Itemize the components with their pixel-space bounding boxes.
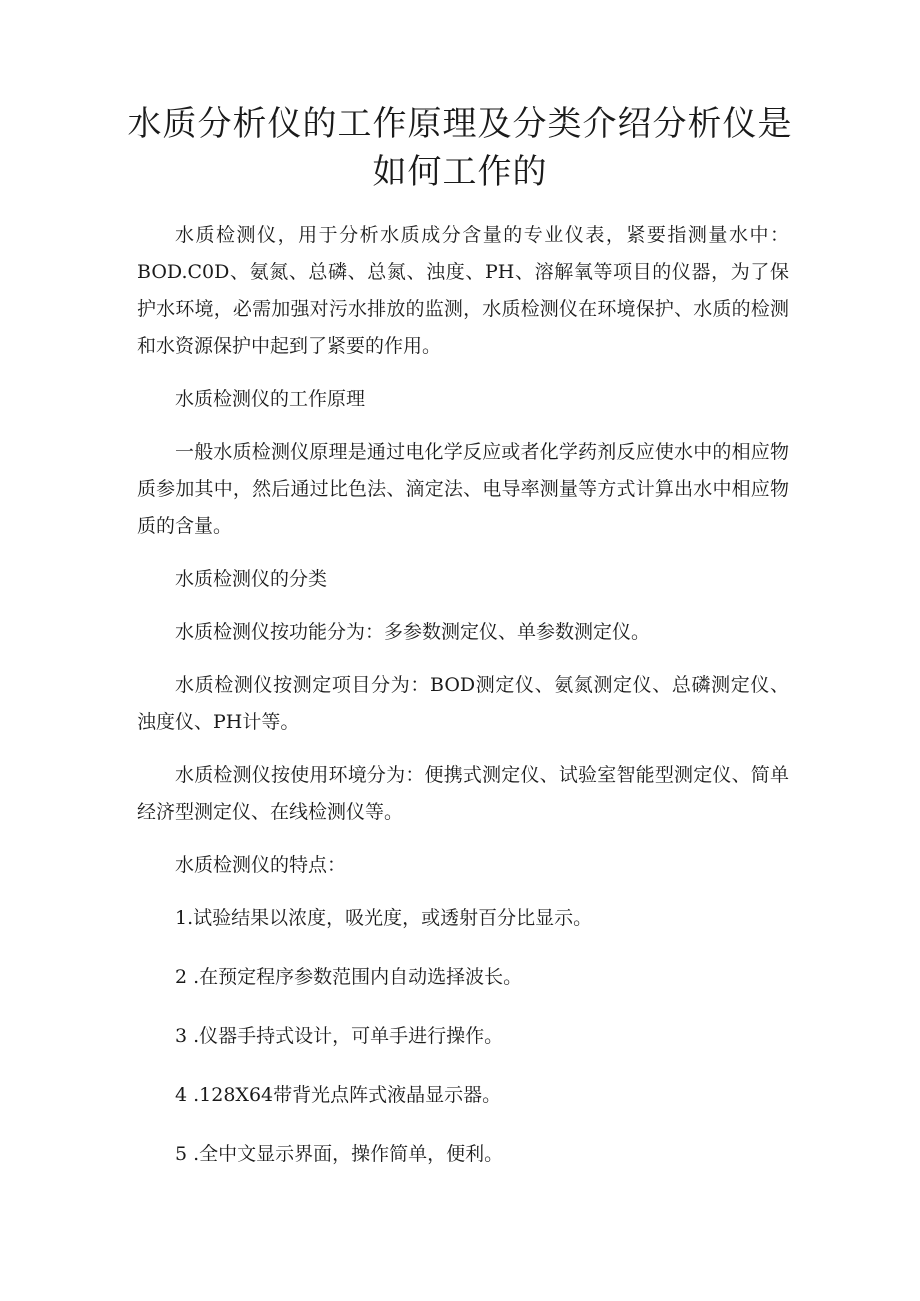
principle-paragraph: 一般水质检测仪原理是通过电化学反应或者化学药剂反应使水中的相应物质参加其中，然后通过比色法、滴定法、电导率测量等方式计算出水中相应物质的含量。 [137,441,789,537]
feature-item-3: 3 .仪器手持式设计，可单手进行操作。 [175,1025,504,1047]
feature-item-1: 1.试验结果以浓度，吸光度，或透射百分比显示。 [175,907,593,929]
document-body [137,217,789,1195]
title-line-2: 如何工作的 [372,152,548,192]
document-title [120,100,800,196]
section-heading-features: 水质检测仪的特点： [175,854,347,876]
intro-paragraph: 水质检测仪，用于分析水质成分含量的专业仪表，紧要指测量水中：BOD.C0D、氨氮、总磷、总氮、浊度、PH、溶解氧等项目的仪器，为了保护水环境，必需加强对污水排放的监测，水质检测仪在环境保护、水质的检测和水资源保护中起到了紧要的作用。 [137,224,789,357]
feature-item-5: 5 .全中文显示界面，操作简单，便利。 [175,1143,504,1165]
classification-by-function: 水质检测仪按功能分为：多参数测定仪、单参数测定仪。 [175,621,651,643]
title-line-1: 水质分析仪的工作原理及分类介绍分析仪是 [127,104,793,144]
classification-by-item: 水质检测仪按测定项目分为：BOD测定仪、氨氮测定仪、总磷测定仪、浊度仪、PH计等。 [137,674,789,733]
section-heading-classification: 水质检测仪的分类 [175,568,328,590]
feature-item-4: 4 .128X64带背光点阵式液晶显示器。 [175,1084,502,1106]
classification-by-environment: 水质检测仪按使用环境分为：便携式测定仪、试验室智能型测定仪、简单经济型测定仪、在线检测仪等。 [137,764,789,823]
feature-item-2: 2 .在预定程序参数范围内自动选择波长。 [175,966,523,988]
section-heading-principle: 水质检测仪的工作原理 [175,388,366,410]
